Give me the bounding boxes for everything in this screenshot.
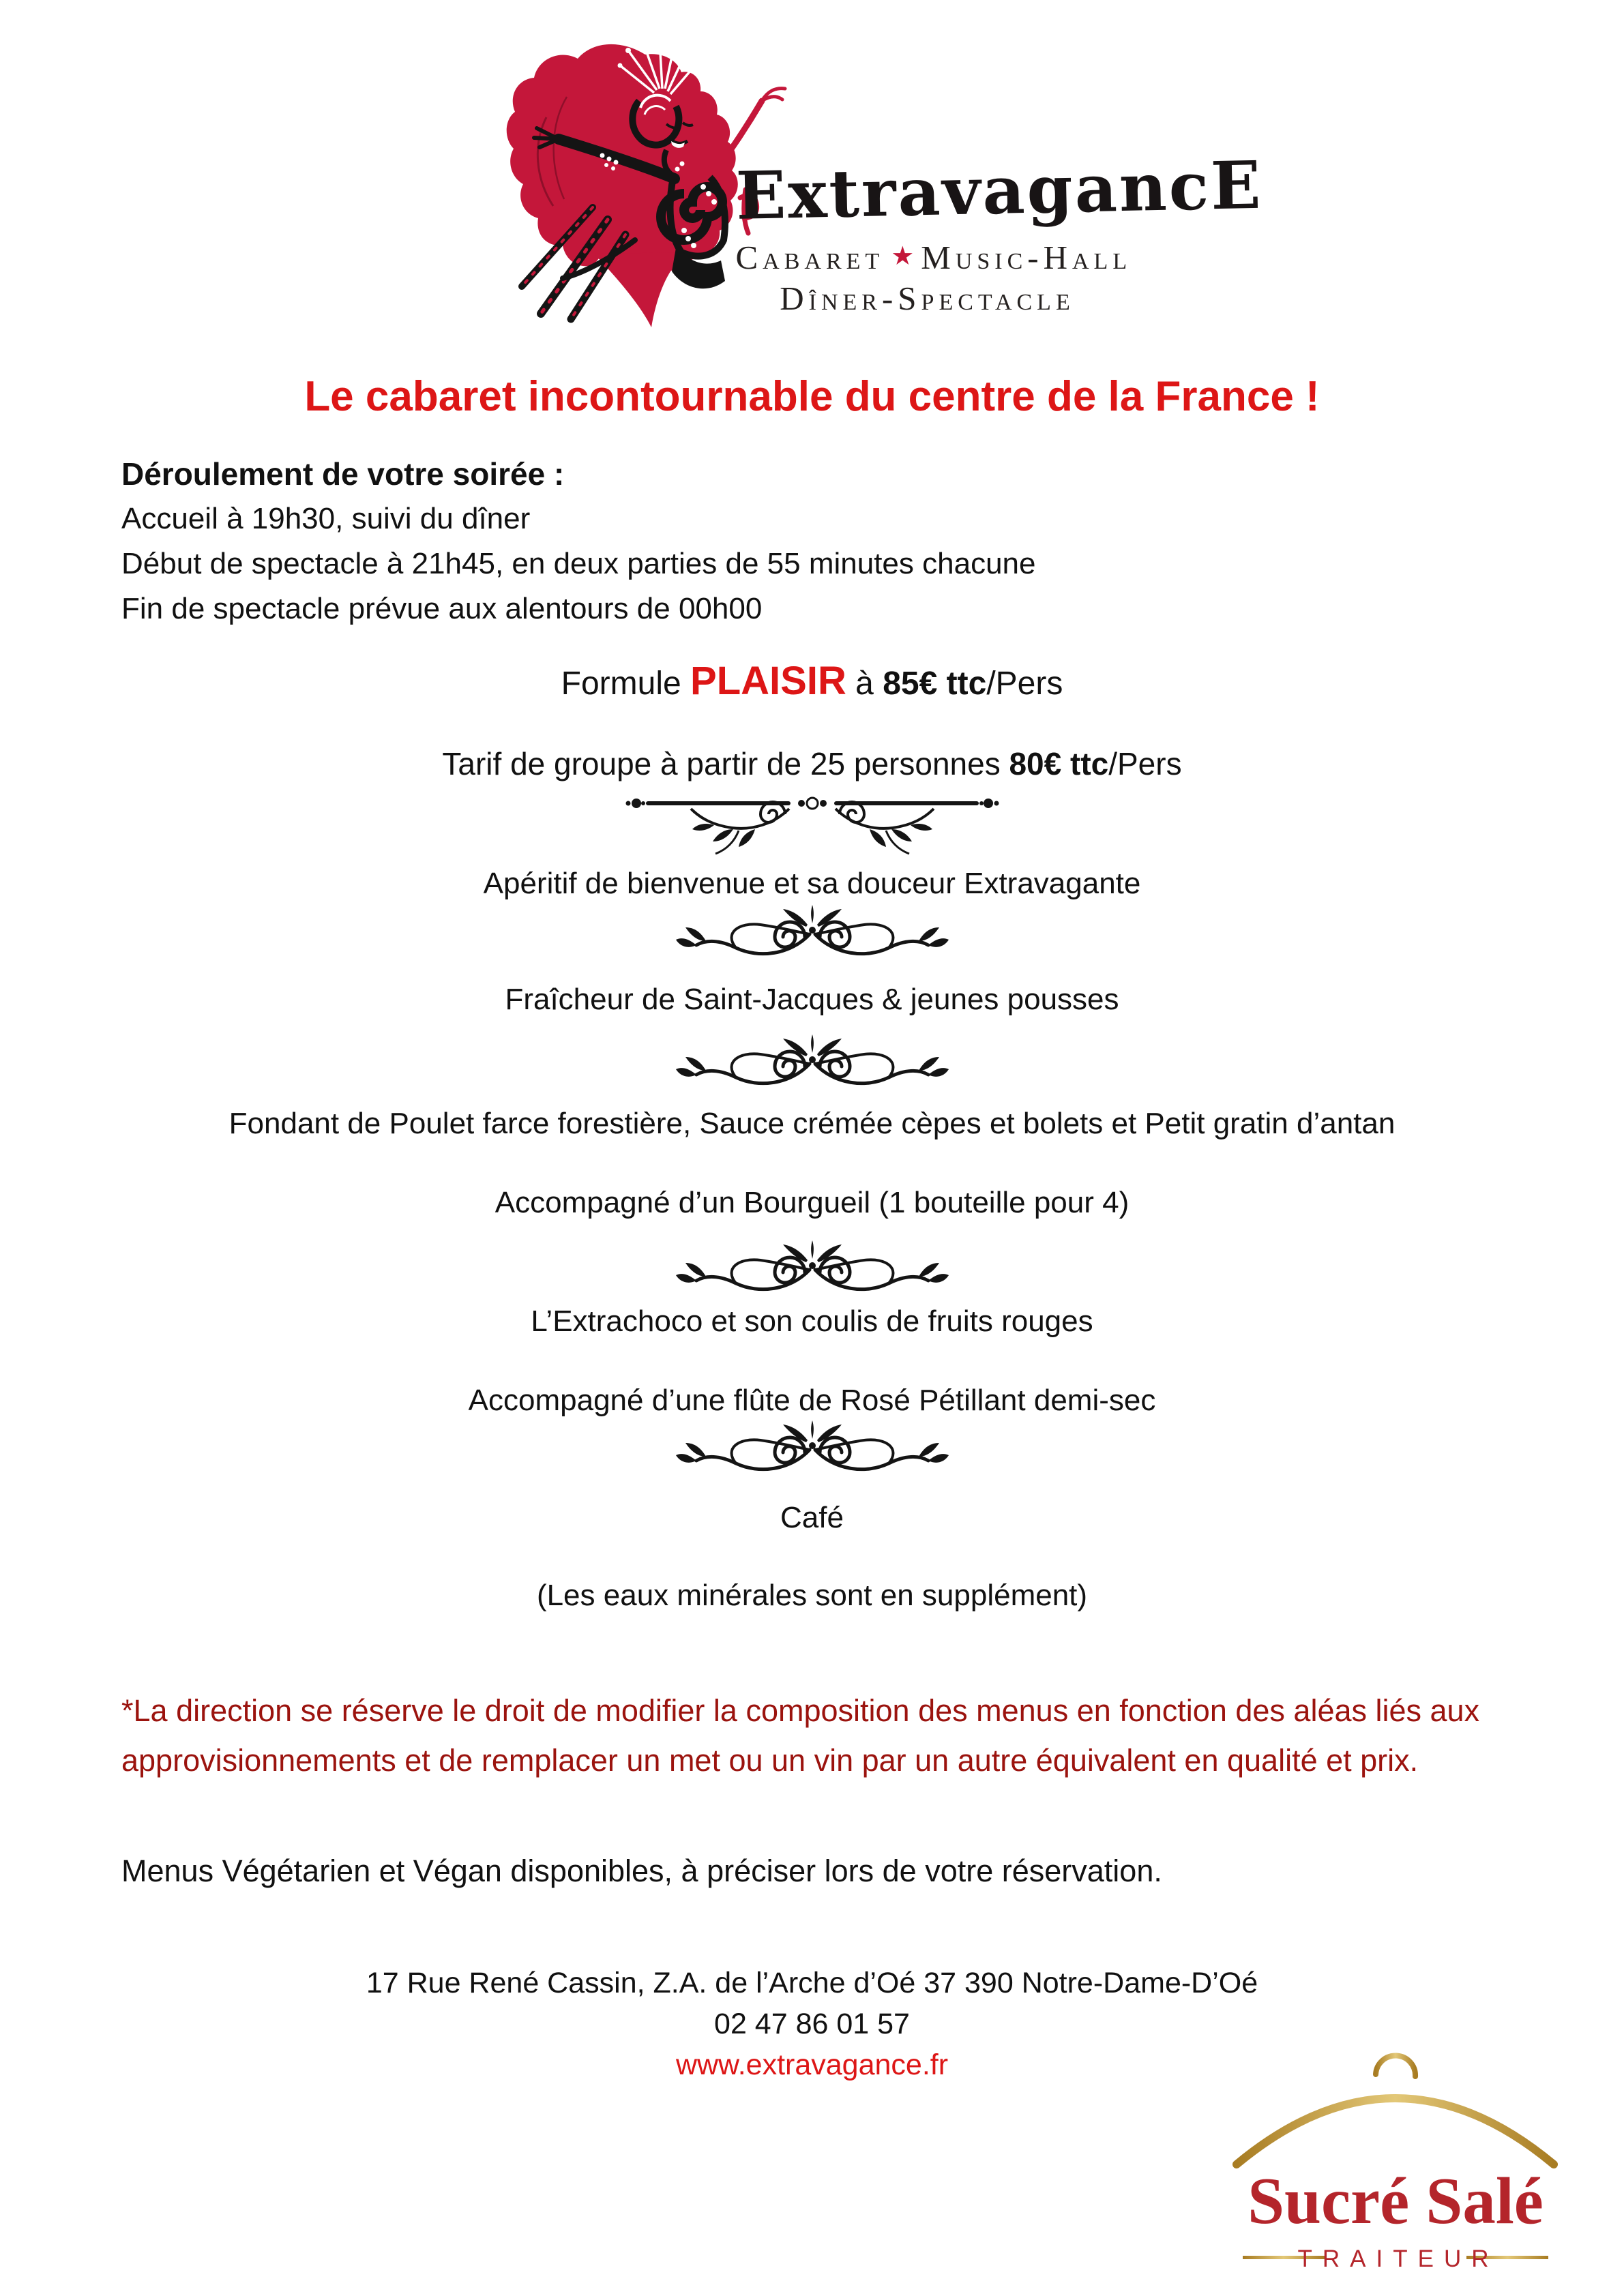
group-rate-price: 80€ ttc: [1009, 746, 1109, 781]
star-icon: ★: [891, 242, 915, 271]
schedule-line-show-start: Début de spectacle à 21h45, en deux parties de 55 minutes chacune: [121, 547, 1036, 580]
disclaimer-line-1: *La direction se réserve le droit de modifier la composition des menus en fonction des aléas liés aux: [121, 1693, 1480, 1728]
ornamental-rule-divider-icon: [621, 792, 1003, 861]
tagline-cabaret: Cabaret: [735, 239, 885, 276]
formule-name: PLAISIR: [690, 659, 846, 703]
logo-tagline-line1: [735, 239, 1132, 276]
floral-flourish-divider-icon: [676, 1420, 949, 1485]
formule-plaisir-line: [0, 656, 1624, 709]
logo-tagline-line2: Dîner-Spectacle: [780, 280, 1075, 317]
evening-schedule-title: Déroulement de votre soirée :: [121, 456, 565, 492]
menu-item-aperitif: Apéritif de bienvenue et sa douceur Extravagante: [483, 867, 1141, 900]
group-rate-line: [0, 743, 1624, 784]
floral-flourish-divider-icon: [676, 904, 949, 969]
extravagance-logo: [505, 35, 1263, 336]
menu-item-sparkling-wine: Accompagné d’une flûte de Rosé Pétillant demi-sec: [468, 1384, 1156, 1417]
phone-number: 02 47 86 01 57: [714, 2008, 910, 2040]
caterer-subtitle: TRAITEUR: [1297, 2246, 1499, 2272]
sucre-sale-caterer-logo: [1199, 2017, 1591, 2290]
floral-flourish-divider-icon: [676, 1034, 949, 1099]
formule-price: 85€ ttc: [883, 666, 987, 702]
caterer-name: Sucré Salé: [1247, 2164, 1544, 2237]
group-rate-prefix: Tarif de groupe à partir de 25 personnes: [442, 746, 1009, 781]
menu-item-wine: Accompagné d’un Bourgueil (1 bouteille pour 4): [494, 1186, 1130, 1219]
page-headline: Le cabaret incontournable du centre de la France !: [304, 373, 1320, 420]
formule-mid: à: [846, 666, 883, 702]
website-link[interactable]: www.extravagance.fr: [675, 2048, 949, 2081]
menu-item-main-course: Fondant de Poulet farce forestière, Sauce crémée cèpes et bolets et Petit gratin d’antan: [228, 1107, 1396, 1140]
disclaimer-line-2: approvisionnements et de remplacer un met ou un vin par un autre équivalent en qualité et prix.: [121, 1743, 1419, 1778]
gold-cloche-icon: [1237, 2055, 1554, 2164]
group-rate-suffix: /Pers: [1108, 746, 1182, 781]
schedule-line-welcome: Accueil à 19h30, suivi du dîner: [121, 502, 531, 535]
menu-note-mineral-water: (Les eaux minérales sont en supplément): [536, 1579, 1088, 1612]
schedule-line-show-end: Fin de spectacle prévue aux alentours de 00h00: [121, 592, 763, 625]
logo-text: [735, 146, 1263, 317]
menu-item-coffee: Café: [780, 1501, 844, 1534]
management-disclaimer: [121, 1686, 1547, 1785]
address-line: 17 Rue René Cassin, Z.A. de l’Arche d’Oé 37 390 Notre-Dame-D’Oé: [366, 1967, 1258, 1999]
vegetarian-note: Menus Végétarien et Végan disponibles, à préciser lors de votre réservation.: [121, 1853, 1162, 1888]
floral-flourish-divider-icon: [676, 1240, 949, 1304]
menu-item-starter: Fraîcheur de Saint-Jacques & jeunes pousses: [505, 983, 1119, 1016]
brand-name: ExtravagancE: [735, 146, 1263, 235]
menu-item-dessert: L’Extrachoco et son coulis de fruits rouges: [531, 1304, 1093, 1338]
formule-prefix: Formule: [561, 666, 691, 702]
tagline-music-hall: Music-Hall: [921, 239, 1132, 276]
formule-suffix: /Pers: [986, 666, 1063, 702]
